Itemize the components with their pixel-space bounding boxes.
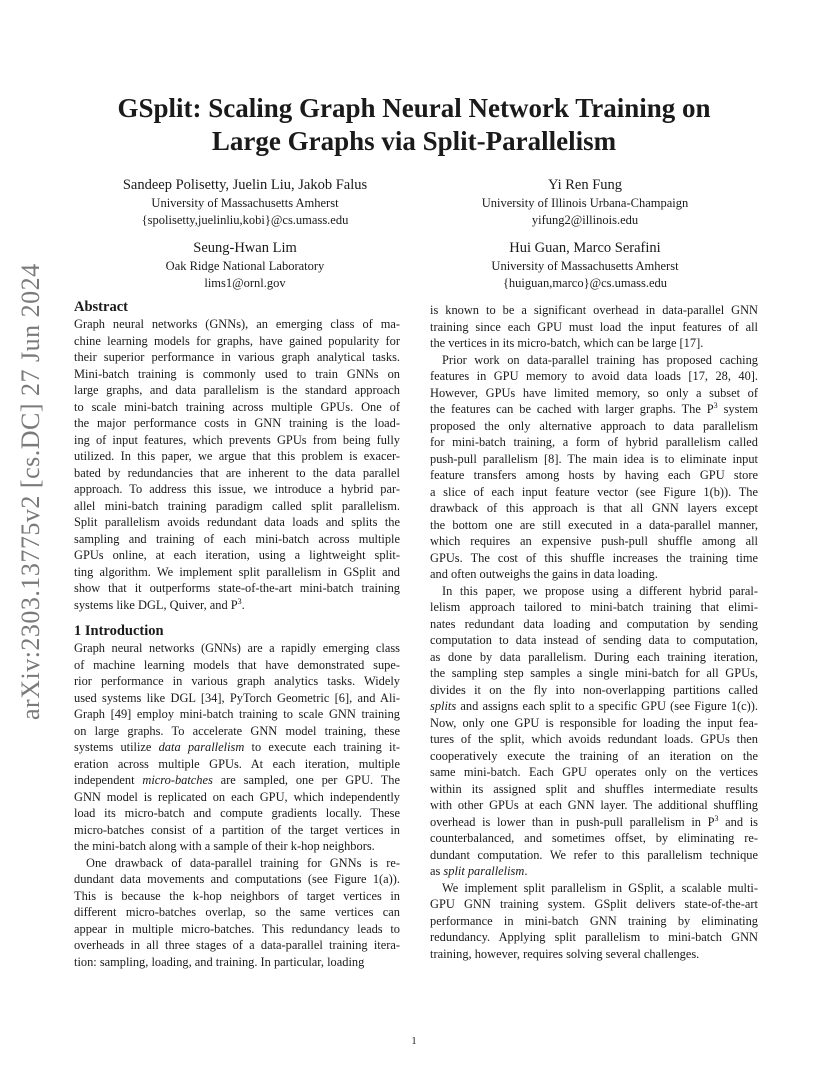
text-line: ting algorithm. We implement split parallelism in GSplit and [74,564,400,579]
author-block-4 [440,239,730,292]
author-email: {spolisetty,juelinliu,kobi}@cs.umass.edu [141,213,349,227]
text-line: lelism approach tailored to mini-batch training that elimi- [430,600,758,614]
text-line: the sampling step samples a single mini-batch for all GPUs, [430,666,758,680]
text-line: Split parallelism avoids redundant data loads and splits the [74,515,400,529]
left-column [74,298,400,970]
text-line: splits and assigns each split to a specific GPU (see Figure 1(c)). [430,699,758,713]
author-names: Sandeep Polisetty, Juelin Liu, Jakob Falus [122,177,368,193]
text-line: overhead is lower than in push-pull parallelism in $P^3$ and is [430,813,758,829]
text-line: with other GPUs at each GNN layer. The additional shuffling [430,798,758,812]
text-line: appear in multiple micro-batches. This redundancy leads to [74,921,400,936]
text-line: to scale mini-batch training across multiple GPUs. One of [74,399,400,414]
text-line: dundant data movements and computations (see Figure 1(a)). [74,872,400,886]
author-email: {huiguan,marco}@cs.umass.edu [502,276,668,290]
right-column-body [430,302,758,962]
text-line: This is because the k-hop neighbors of target vertices in [74,888,400,903]
text-line: overheads in all three stages of a data-parallel training itera- [74,938,400,952]
text-line: push-pull parallelism [8]. The main idea is to eliminate input [430,451,758,466]
text-line: the vertices in its micro-batch, which can be large [17]. [430,336,704,350]
text-line: for mini-batch training, a form of hybrid parallelism called [430,435,758,449]
text-line: redundancy. Applying split parallelism to mini-batch GNN [430,930,758,944]
text-line: GPU GNN training system. GSplit delivers state-of-the-art [430,897,758,911]
text-line: bated by redundancies that are inherent to the data parallel [74,465,400,480]
text-line: used systems like DGL [34], PyTorch Geometric [6], and Ali- [74,690,400,705]
text-line: allel mini-batch training paradigm called split parallelism. [74,498,400,513]
text-line: Prior work on data-parallel training has proposed caching [442,352,758,367]
text-line: computation to data instead of sending data to computation, [430,633,758,647]
text-line: tion: sampling, loading, and training. In particular, loading [74,954,365,969]
text-line: Mini-batch training is commonly used to train GNNs on [74,366,400,381]
text-line: tures of the split, which avoids redundant loads. GPUs then [430,732,758,746]
text-line: proposed the only alternative approach to data parallelism [430,418,758,433]
text-line: the bottom one are still executed in a data-parallel manner, [430,517,758,532]
author-names: Seung-Hwan Lim [193,240,297,256]
text-line: independent micro-batches are sampled, one per GPU. The [74,773,400,787]
text-line: counterbalanced, and sometimes offset, by eliminating re- [430,831,758,845]
text-line: cooperatively execute the training of an iteration on the [430,748,758,763]
text-line: sampling and training of each mini-batch across multiple [74,531,400,546]
author-block-3 [100,239,390,292]
text-line: as done by data parallelism. During each training iteration, [430,649,758,664]
page-number: 1 [411,1036,417,1047]
text-line: as split parallelism. [430,864,528,878]
author-block-2 [440,176,730,229]
text-line: drawback of this approach is that all GNN layers except [430,501,758,515]
text-line: features in GPU memory to avoid data loads [17, 28, 40]. [430,369,758,383]
text-line: Graph [49] employ mini-batch training to scale GNN training [74,707,400,721]
author-affiliation: University of Illinois Urbana-Champaign [481,196,689,210]
author-affiliation: University of Massachusetts Amherst [491,259,679,273]
text-line: which requires an expensive push-pull shuffle among all [430,534,758,548]
text-line: a slice of each input feature vector (see Figure 1(b)). The [430,484,758,499]
text-line: In this paper, we propose using a different hybrid paral- [442,583,758,598]
text-line: the features can be cached with larger graphs. The $P^3$ system [430,400,758,416]
text-line: same mini-batch. Each GPU operates only on the vertices [430,765,758,779]
paper-title [60,92,768,158]
text-line: Graph neural networks (GNNs), an emerging class of ma- [74,317,400,331]
author-names: Yi Ren Fung [547,177,623,193]
text-line: their superior performance in various graph analytical tasks. [74,350,400,364]
introduction-heading: 1 Introduction [74,623,164,639]
text-line: nates redundant data loading and computation by sending [430,616,758,631]
text-line: divides it on the fly into non-overlapping partitions called [430,682,758,697]
text-line: load its micro-batch and compute gradients locally. These [74,806,400,820]
text-line: chine learning models for graphs, have gained popularity for [74,333,400,348]
author-email: yifung2@illinois.edu [531,213,639,227]
text-line: utilized. In this paper, we argue that this problem is exacer- [74,449,400,463]
text-line: ing of input features, which prevents GPUs from being fully [74,432,400,447]
text-line: systems like DGL, Quiver, and $P^3$. [74,596,245,612]
text-line: show that it outperforms state-of-the-art mini-batch training [74,581,400,595]
text-line: micro-batches consist of a partition of the target vertices in [74,822,400,837]
text-line: We implement split parallelism in GSplit, a scalable multi- [442,880,758,895]
author-names: Hui Guan, Marco Serafini [509,240,661,256]
title-line-2: Large Graphs via Split-Parallelism [211,126,617,156]
text-line: Now, only one GPU is responsible for loading the input fea- [430,715,758,730]
introduction-body [74,640,400,970]
text-line: the mini-batch along with a sample of their k-hop neighbors. [74,839,375,853]
abstract-body [74,316,400,613]
author-affiliation: Oak Ridge National Laboratory [165,259,325,273]
author-email: lims1@ornl.gov [204,276,286,290]
text-line: and often outweighs the gains in data loading. [430,567,658,581]
text-line: One drawback of data-parallel training for GNNs is re- [86,855,400,870]
text-line: GPUs online, at each iteration, using a lightweight split- [74,548,400,562]
text-line: Graph neural networks (GNNs) are a rapidly emerging class [74,641,400,655]
text-line: training since each GPU must load the input features of all [430,319,758,334]
text-line: eration across multiple GPUs. At each iteration, multiple [74,756,400,771]
text-line: GNN model is replicated on each GPU, which independently [74,789,400,804]
text-line: dundant computation. We refer to this parallelism technique [430,847,758,862]
text-line: within its assigned split and shuffles intermediate results [430,781,758,796]
abstract-heading: Abstract [74,299,128,315]
text-line: training, however, requires solving several challenges. [430,946,700,961]
text-line: different micro-batches overlap, so the same vertices can [74,905,400,919]
text-line: is known to be a significant overhead in data-parallel GNN [430,303,758,317]
author-affiliation: University of Massachusetts Amherst [151,196,339,210]
text-line: approach. To address this issue, we introduce a hybrid par- [74,482,400,496]
right-column [430,302,758,962]
text-line: on large graphs. To accelerate GNN model training, these [74,723,400,738]
text-line: GPUs. The cost of this shuffle increases the training time [430,550,758,565]
text-line: systems utilize data parallelism to execute each training it- [74,740,401,754]
text-line: large graphs, and data parallelism is the standard approach [74,383,400,397]
text-line: However, GPUs have limited memory, so only a subset of [430,385,758,400]
author-block-1 [100,176,390,229]
text-line: of machine learning models that have demonstrated supe- [74,657,400,672]
arxiv-identifier: arXiv:2303.13775v2 [cs.DC] 27 Jun 2024 [16,263,45,720]
text-line: performance in mini-batch GNN training by eliminating [430,913,758,928]
text-line: rior performance in various graph analytics tasks. Widely [74,674,400,688]
title-line-1: GSplit: Scaling Graph Neural Network Training on [117,93,711,123]
text-line: the major performance costs in GNN training is the load- [74,416,400,430]
text-line: feature transfers among hosts by having each GPU store [430,468,758,482]
